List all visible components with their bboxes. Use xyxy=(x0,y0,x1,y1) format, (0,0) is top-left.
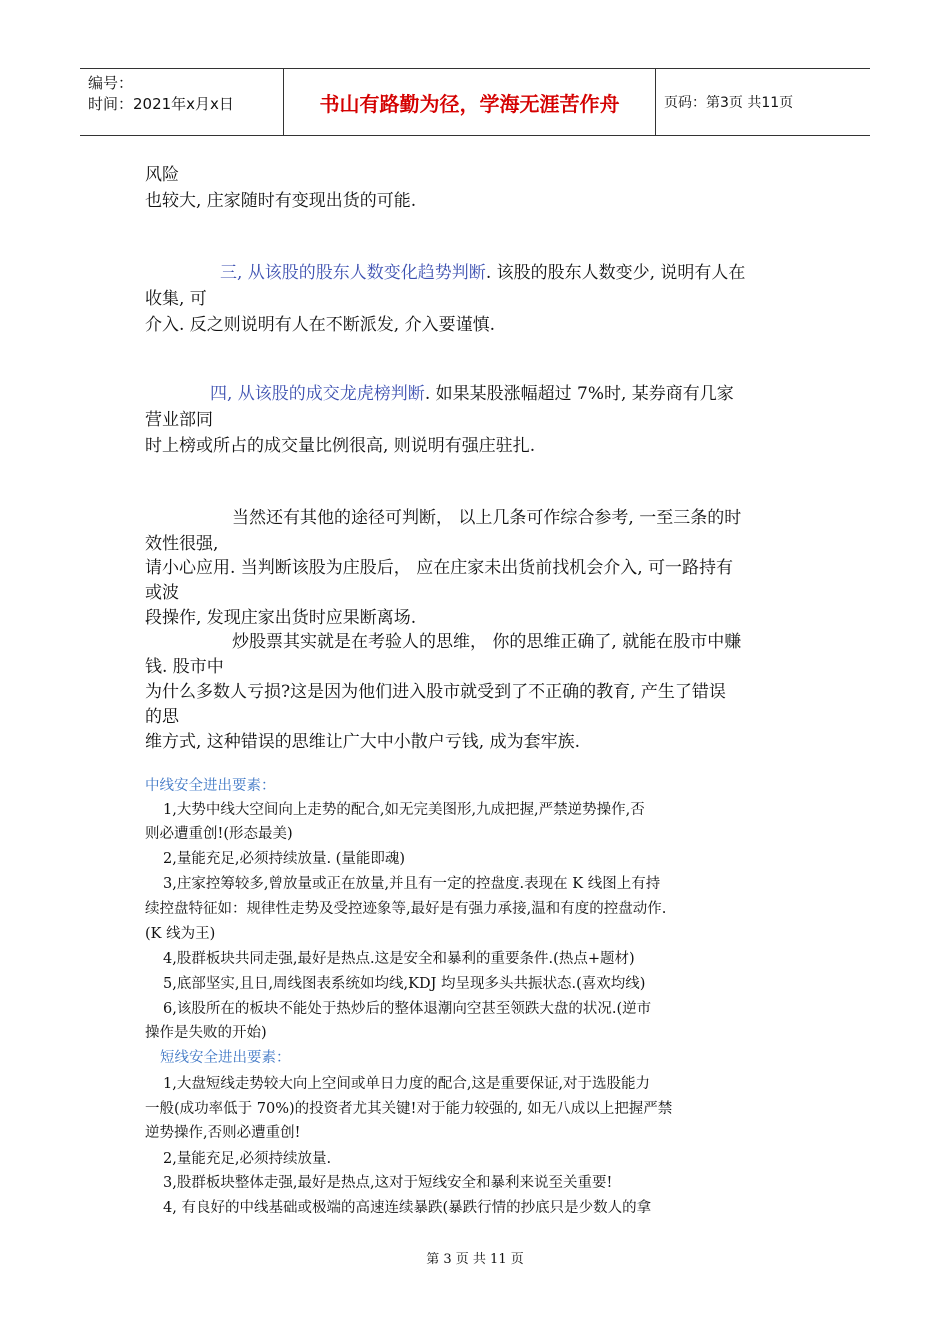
text-line: 炒股票其实就是在考验人的思维， 你的思维正确了, 就能在股市中赚 xyxy=(232,632,742,652)
list-item: 4,股群板块共同走强,最好是热点.这是安全和暴利的重要条件.(热点+题材) xyxy=(163,951,635,967)
section-4-line xyxy=(210,379,734,404)
list-item-cont: (K 线为王) xyxy=(145,926,216,942)
text-line: 收集, 可 xyxy=(145,289,207,309)
list-item: 3,庄家控筹较多,曾放量或正在放量,并且有一定的控盘度.表现在 K 线图上有持 xyxy=(163,876,661,892)
page-footer: 第 3 页 共 11 页 xyxy=(426,1252,524,1267)
list-item: 3,股群板块整体走强,最好是热点,这对于短线安全和暴利来说至关重要! xyxy=(163,1175,613,1191)
text-line: 时上榜或所占的成交量比例很高, 则说明有强庄驻扎. xyxy=(145,436,536,456)
list-item: 2,量能充足,必须持续放量. xyxy=(163,1151,332,1167)
section-3-line xyxy=(220,258,745,283)
page-header xyxy=(80,68,870,136)
text-line: 或波 xyxy=(145,583,179,603)
list-item-cont: 则必遭重创!(形态最美) xyxy=(145,826,293,842)
list-item: 5,底部坚实,且日,周线图表系统如均线,KDJ 均呈现多头共振状态.(喜欢均线) xyxy=(163,976,646,992)
mid-term-heading: 中线安全进出要素： xyxy=(145,778,276,794)
text-line: 营业部同 xyxy=(145,410,213,430)
text-line: 钱. 股市中 xyxy=(145,657,224,677)
text-line: 请小心应用. 当判断该股为庄股后， 应在庄家未出货前找机会介入, 可一路持有 xyxy=(145,558,734,578)
text-line: 也较大, 庄家随时有变现出货的可能. xyxy=(145,191,417,211)
section-4-title: 四, 从该股的成交龙虎榜判断 xyxy=(210,384,425,404)
list-item-cont: 续控盘特征如：规律性走势及受控迹象等,最好是有强力承接,温和有度的控盘动作. xyxy=(145,901,667,917)
list-item: 4, 有良好的中线基础或极端的高速连续暴跌(暴跌行情的抄底只是少数人的拿 xyxy=(163,1200,652,1216)
text-line: 风险 xyxy=(145,165,179,185)
header-meta xyxy=(80,69,283,135)
list-item: 2,量能充足,必须持续放量. (量能即魂) xyxy=(163,851,405,867)
list-item: 1,大盘短线走势较大向上空间或单日力度的配合,这是重要保证,对于选股能力 xyxy=(163,1076,651,1092)
time-label: 时间：2021年x月x日 xyxy=(88,95,234,113)
list-item: 1,大势中线大空间向上走势的配合,如无完美图形,九成把握,严禁逆势操作,否 xyxy=(163,802,645,818)
header-motto-cell xyxy=(283,69,656,135)
number-label: 编号： xyxy=(88,74,134,92)
list-item: 6,该股所在的板块不能处于热炒后的整体退潮向空甚至领跌大盘的状况.(逆市 xyxy=(163,1001,652,1017)
motto: 书山有路勤为径，学海无涯苦作舟 xyxy=(319,91,620,116)
text-line: 介入. 反之则说明有人在不断派发, 介入要谨慎. xyxy=(145,315,496,335)
page-info: 页码：第3页 共11页 xyxy=(664,95,794,111)
section-3-text: . 该股的股东人数变少, 说明有人在 xyxy=(485,263,746,283)
list-item-cont: 一般(成功率低于 70%)的投资者尤其关键!对于能力较强的, 如无八成以上把握严禁 xyxy=(145,1101,673,1117)
text-line: 的思 xyxy=(145,707,179,727)
text-line: 维方式, 这种错误的思维让广大中小散户亏钱, 成为套牢族. xyxy=(145,732,581,752)
section-4-text: . 如果某股涨幅超过 7%时, 某券商有几家 xyxy=(424,384,734,404)
text-line: 为什么多数人亏损?这是因为他们进入股市就受到了不正确的教育, 产生了错误 xyxy=(145,682,726,702)
text-line: 当然还有其他的途径可判断， 以上几条可作综合参考, 一至三条的时 xyxy=(232,508,742,528)
list-item-cont: 逆势操作,否则必遭重创! xyxy=(145,1125,301,1141)
text-line: 效性很强, xyxy=(145,534,219,554)
header-page-info xyxy=(656,69,870,135)
list-item-cont: 操作是失败的开始) xyxy=(145,1025,267,1041)
section-3-title: 三, 从该股的股东人数变化趋势判断 xyxy=(220,263,486,283)
text-line: 段操作, 发现庄家出货时应果断离场. xyxy=(145,608,417,628)
short-term-heading: 短线安全进出要素： xyxy=(160,1050,291,1066)
